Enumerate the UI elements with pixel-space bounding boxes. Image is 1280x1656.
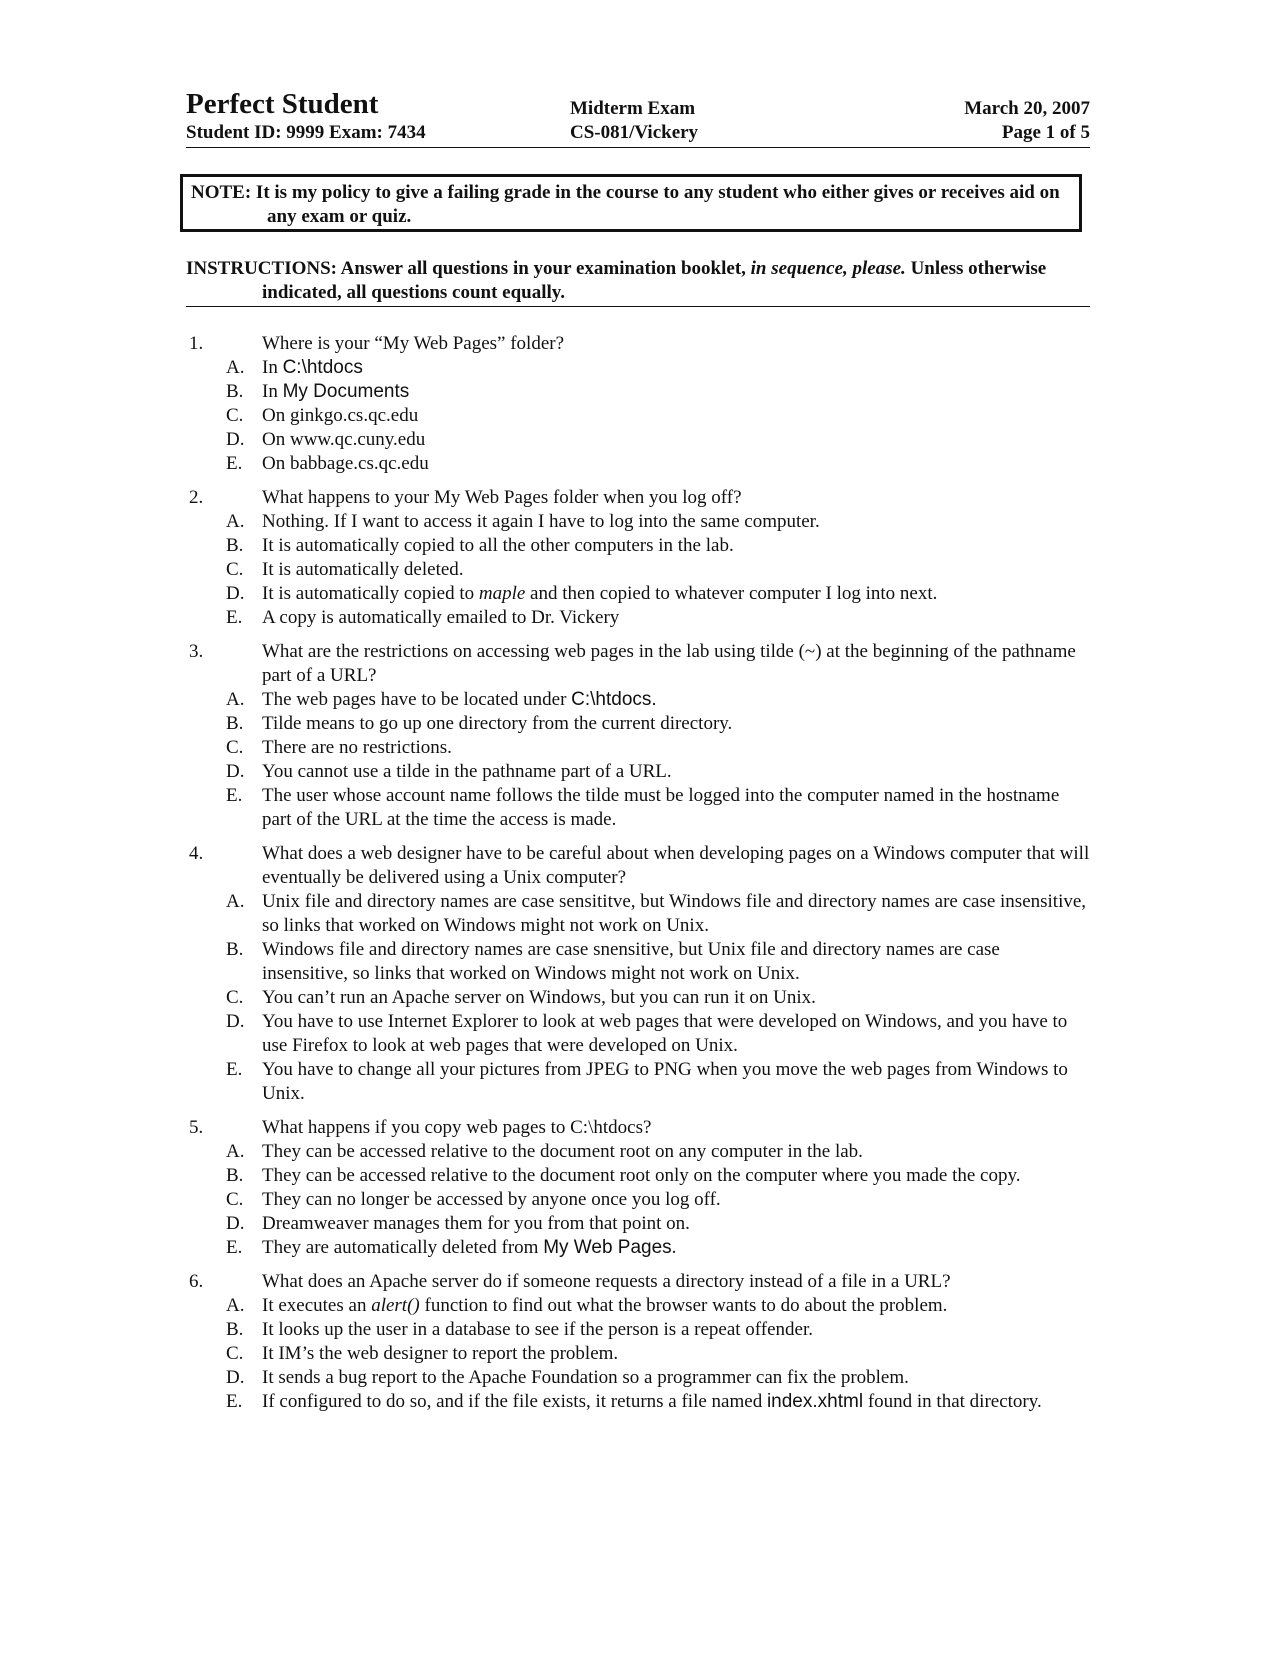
answer-option — [186, 890, 1090, 938]
option-letter: E. — [226, 1391, 243, 1412]
student-info: Student ID: 9999 Exam: 7434 — [186, 122, 426, 143]
option-letter: A. — [226, 689, 245, 710]
instructions — [186, 257, 1090, 305]
question-text: Where is your “My Web Pages” folder? — [262, 333, 565, 354]
option-text: Tilde means to go up one directory from the current directory. — [262, 713, 733, 734]
option-letter: D. — [226, 583, 245, 604]
option-text-tail: function to find out what the browser wants to do about the problem. — [419, 1295, 948, 1316]
instructions-tail: Unless otherwise indicated, all questions count equally. — [262, 258, 1047, 303]
option-code-text: C:\htdocs — [282, 357, 363, 378]
option-text: They can be accessed relative to the document root on any computer in the lab. — [262, 1141, 863, 1162]
option-text: They can be accessed relative to the document root only on the computer where you made the copy. — [262, 1165, 1021, 1186]
option-letter: D. — [226, 1213, 245, 1234]
option-italic-text: alert() — [371, 1295, 420, 1316]
option-letter: D. — [226, 429, 245, 450]
option-text: You have to change all your pictures from JPEG to PNG when you move the web pages from Windows to Unix. — [262, 1059, 1068, 1104]
answer-option — [186, 1318, 1090, 1342]
option-letter: D. — [226, 1367, 245, 1388]
question-stem — [186, 640, 1090, 688]
option-text: You can’t run an Apache server on Windows, but you can run it on Unix. — [262, 987, 816, 1008]
instructions-lead: INSTRUCTIONS: Answer all questions in your examination booklet, — [186, 258, 751, 279]
page-number: Page 1 of 5 — [1001, 122, 1090, 143]
option-text: It looks up the user in a database to see if the person is a repeat offender. — [262, 1319, 813, 1340]
question-text: What happens to your My Web Pages folder when you log off? — [262, 487, 742, 508]
answer-option — [186, 986, 1090, 1010]
option-text: The user whose account name follows the tilde must be logged into the computer named in the hostname part of the URL at the time the access is made. — [262, 785, 1060, 830]
question-stem — [186, 1270, 1090, 1294]
option-text: Windows file and directory names are case snensitive, but Unix file and directory names are case insensitive, so links that worked on Windows might not work on Unix. — [262, 939, 1000, 984]
answer-option — [186, 606, 1090, 630]
question-text: What does an Apache server do if someone requests a directory instead of a file in a URL? — [262, 1271, 951, 1292]
option-letter: C. — [226, 559, 244, 580]
student-name: Perfect Student — [186, 88, 379, 120]
option-text: The web pages have to be located under — [262, 689, 572, 710]
answer-option — [186, 534, 1090, 558]
option-letter: D. — [226, 1011, 245, 1032]
option-text: They are automatically deleted from — [262, 1237, 544, 1258]
option-letter: E. — [226, 1237, 243, 1258]
question-number: 2. — [189, 487, 204, 508]
instructions-divider — [186, 306, 1090, 307]
option-letter: A. — [226, 1295, 245, 1316]
option-letter: A. — [226, 511, 245, 532]
option-text: It IM’s the web designer to report the problem. — [262, 1343, 619, 1364]
option-letter: A. — [226, 357, 245, 378]
policy-note-text: NOTE: It is my policy to give a failing grade in the course to any student who either gives or receives aid on any exam or quiz. — [191, 182, 1060, 227]
question-number: 4. — [189, 843, 204, 864]
question-stem — [186, 842, 1090, 890]
answer-option — [186, 736, 1090, 760]
question-number: 3. — [189, 641, 204, 662]
question-stem — [186, 1116, 1090, 1140]
option-text: On babbage.cs.qc.edu — [262, 453, 429, 474]
policy-note-box — [180, 174, 1082, 232]
answer-option — [186, 356, 1090, 380]
option-text: It sends a bug report to the Apache Foundation so a programmer can fix the problem. — [262, 1367, 909, 1388]
option-letter: E. — [226, 1059, 243, 1080]
option-letter: E. — [226, 607, 243, 628]
question-number: 1. — [189, 333, 204, 354]
exam-date: March 20, 2007 — [964, 98, 1090, 119]
option-letter: C. — [226, 1343, 244, 1364]
option-text: If configured to do so, and if the file exists, it returns a file named — [262, 1391, 767, 1412]
question-stem — [186, 486, 1090, 510]
answer-option — [186, 784, 1090, 832]
header-row-bottom — [186, 122, 1090, 146]
question-text: What happens if you copy web pages to C:\htdocs? — [262, 1117, 652, 1138]
answer-option — [186, 1294, 1090, 1318]
option-text: There are no restrictions. — [262, 737, 452, 758]
question-number: 6. — [189, 1271, 204, 1292]
answer-option — [186, 428, 1090, 452]
option-letter: C. — [226, 987, 244, 1008]
question-5 — [186, 1116, 1090, 1260]
question-3 — [186, 640, 1090, 832]
answer-option — [186, 582, 1090, 606]
answer-option — [186, 1366, 1090, 1390]
option-italic-text: maple — [478, 583, 526, 604]
option-letter: C. — [226, 737, 244, 758]
option-letter: E. — [226, 453, 243, 474]
option-text: On www.qc.cuny.edu — [262, 429, 426, 450]
option-text: A copy is automatically emailed to Dr. Vickery — [262, 607, 620, 628]
answer-option — [186, 1342, 1090, 1366]
answer-option — [186, 380, 1090, 404]
option-letter: B. — [226, 1319, 244, 1340]
answer-option — [186, 1058, 1090, 1106]
answer-option — [186, 1164, 1090, 1188]
question-number: 5. — [189, 1117, 204, 1138]
question-4 — [186, 842, 1090, 1106]
option-text: You have to use Internet Explorer to look at web pages that were developed on Windows, and you have to use Firefox to look at web pages that were developed on Unix. — [262, 1011, 1068, 1056]
option-letter: E. — [226, 785, 243, 806]
option-text-tail: and then copied to whatever computer I log into next. — [525, 583, 938, 604]
option-text: On ginkgo.cs.qc.edu — [262, 405, 419, 426]
answer-option — [186, 1010, 1090, 1058]
option-letter: B. — [226, 1165, 244, 1186]
answer-option — [186, 1140, 1090, 1164]
header-divider — [186, 147, 1090, 148]
option-code-text: index.xhtml — [766, 1391, 864, 1412]
exam-title: Midterm Exam — [570, 98, 696, 119]
option-letter: B. — [226, 381, 244, 402]
option-text: It is automatically deleted. — [262, 559, 464, 580]
answer-option — [186, 404, 1090, 428]
header-row-top — [186, 88, 1090, 124]
option-text: You cannot use a tilde in the pathname part of a URL. — [262, 761, 672, 782]
answer-option — [186, 558, 1090, 582]
option-text: It executes an — [262, 1295, 372, 1316]
option-text: It is automatically copied to all the other computers in the lab. — [262, 535, 734, 556]
option-text: Dreamweaver manages them for you from that point on. — [262, 1213, 690, 1234]
option-letter: B. — [226, 535, 244, 556]
question-2 — [186, 486, 1090, 630]
answer-option — [186, 688, 1090, 712]
question-1 — [186, 332, 1090, 476]
option-text-tail: found in that directory. — [863, 1391, 1042, 1412]
question-text: What are the restrictions on accessing web pages in the lab using tilde (~) at the beginning of the pathname part of a URL? — [262, 641, 1076, 686]
answer-option — [186, 712, 1090, 736]
option-text: Unix file and directory names are case sensititve, but Windows file and directory names are case insensitive, so links that worked on Windows might not work on Unix. — [262, 891, 1087, 936]
option-code-text: C:\htdocs. — [571, 689, 657, 710]
option-code-text: My Documents — [282, 381, 410, 402]
option-code-text: My Web Pages — [543, 1237, 672, 1258]
option-letter: C. — [226, 1189, 244, 1210]
option-letter: A. — [226, 891, 245, 912]
answer-option — [186, 760, 1090, 784]
instructions-emphasis: in sequence, please. — [750, 258, 906, 279]
option-text: Nothing. If I want to access it again I have to log into the same computer. — [262, 511, 820, 532]
question-list — [186, 332, 1090, 1424]
option-letter: B. — [226, 713, 244, 734]
option-text-tail: . — [671, 1237, 677, 1258]
option-text: It is automatically copied to — [262, 583, 479, 604]
answer-option — [186, 510, 1090, 534]
question-6 — [186, 1270, 1090, 1414]
answer-option — [186, 452, 1090, 476]
option-text: They can no longer be accessed by anyone once you log off. — [262, 1189, 721, 1210]
option-letter: A. — [226, 1141, 245, 1162]
question-stem — [186, 332, 1090, 356]
option-text: In — [262, 357, 283, 378]
answer-option — [186, 938, 1090, 986]
answer-option — [186, 1188, 1090, 1212]
question-text: What does a web designer have to be careful about when developing pages on a Windows computer that will eventually be delivered using a Unix computer? — [262, 843, 1090, 888]
option-letter: C. — [226, 405, 244, 426]
option-letter: D. — [226, 761, 245, 782]
answer-option — [186, 1390, 1090, 1414]
option-text: In — [262, 381, 283, 402]
course-code: CS-081/Vickery — [570, 122, 699, 143]
option-letter: B. — [226, 939, 244, 960]
answer-option — [186, 1236, 1090, 1260]
answer-option — [186, 1212, 1090, 1236]
